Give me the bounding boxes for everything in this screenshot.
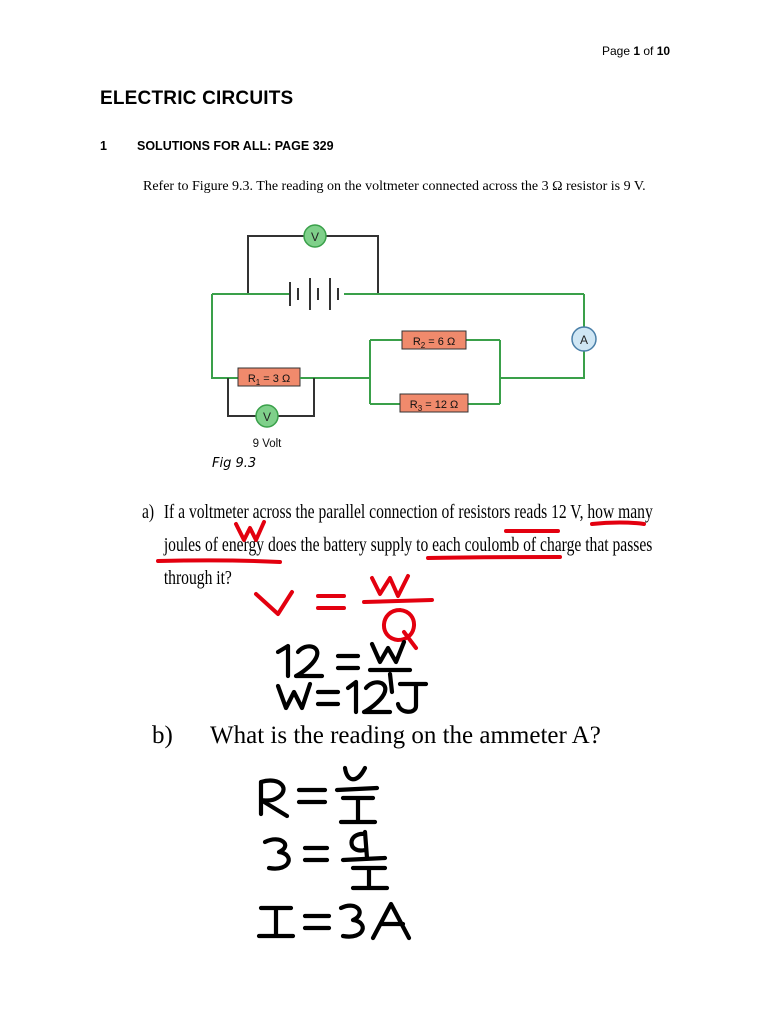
question-b (152, 722, 601, 750)
voltmeter-bottom-symbol: V (262, 410, 272, 424)
document-title: ELECTRIC CIRCUITS (100, 88, 294, 109)
hw-12-c (348, 682, 356, 712)
battery-icon (290, 278, 338, 310)
section-number: 1 (100, 139, 107, 153)
question-a-label: a) (142, 501, 155, 523)
intro-text: Refer to Figure 9.3. The reading on the voltmeter connected across the 3 Ω resistor is 9 V. (143, 179, 646, 194)
underline-many (592, 523, 644, 525)
main-wire-top-left (212, 294, 240, 378)
hw-i-b2 (353, 868, 387, 888)
handwritten-working-a (240, 566, 470, 716)
hw-3 (265, 839, 289, 868)
hw-bar-b2 (343, 858, 385, 860)
figure-caption: Fig 9.3 (212, 456, 257, 471)
hw-v-b (345, 768, 365, 779)
hw-w-3 (278, 684, 310, 708)
voltmeter-reading: 9 Volt (252, 438, 282, 450)
hw-r (261, 781, 287, 816)
annotation-w-mark (236, 522, 264, 540)
question-a-line-3: through it? (163, 567, 232, 589)
page-number: Page 1 of 10 (602, 44, 671, 58)
hw-w-2 (372, 642, 404, 662)
resistor-r2-label: $R_2 = 6$ Ω (412, 336, 456, 350)
hw-equals-b1 (299, 790, 325, 802)
ammeter-symbol: A (579, 333, 589, 347)
hw-q-red (384, 610, 416, 648)
question-a-line-1: If a voltmeter across the parallel connection of resistors reads 12 V, how many (163, 501, 653, 523)
hw-12-b (296, 646, 322, 676)
hw-i-b3 (259, 908, 293, 936)
section-title: SOLUTIONS FOR ALL: PAGE 329 (137, 139, 334, 153)
hw-9 (352, 832, 368, 858)
hw-a (373, 904, 409, 938)
hw-12-a (278, 646, 288, 676)
hw-equals-3 (318, 692, 338, 704)
battery-voltmeter-wire-right (326, 236, 378, 294)
hw-equals-red (318, 596, 344, 608)
question-b-label: b) (152, 722, 173, 749)
hw-j (398, 684, 426, 712)
resistor-r1-label: $R_1 = 3$ Ω (247, 373, 291, 387)
hw-12-d (364, 682, 390, 712)
voltmeter-top-symbol: V (310, 230, 320, 244)
main-wire-right-lower (500, 351, 584, 378)
resistor-r3-label: $R_3 = 12$ Ω (409, 399, 459, 413)
underline-each-coulomb (428, 557, 560, 558)
hw-w-red (372, 576, 408, 596)
handwritten-working-b (225, 760, 455, 946)
hw-v (256, 592, 292, 614)
hw-i-b1 (341, 798, 375, 822)
circuit-diagram (210, 218, 600, 454)
hw-bar-b1 (337, 788, 377, 790)
hw-equals-b2 (305, 848, 327, 860)
hw-equals-b3 (305, 916, 329, 928)
hw-3b (341, 906, 363, 937)
hw-one (390, 674, 392, 692)
hw-fraction-bar-red (364, 600, 432, 602)
question-a-line-2: joules of energy does the battery supply to each coulomb of charge that passes (163, 534, 653, 556)
battery-voltmeter-wire (248, 236, 305, 294)
question-b-text: What is the reading on the ammeter A? (210, 722, 601, 749)
hw-equals-2 (338, 656, 358, 668)
underline-joules-of-energy (158, 560, 280, 562)
